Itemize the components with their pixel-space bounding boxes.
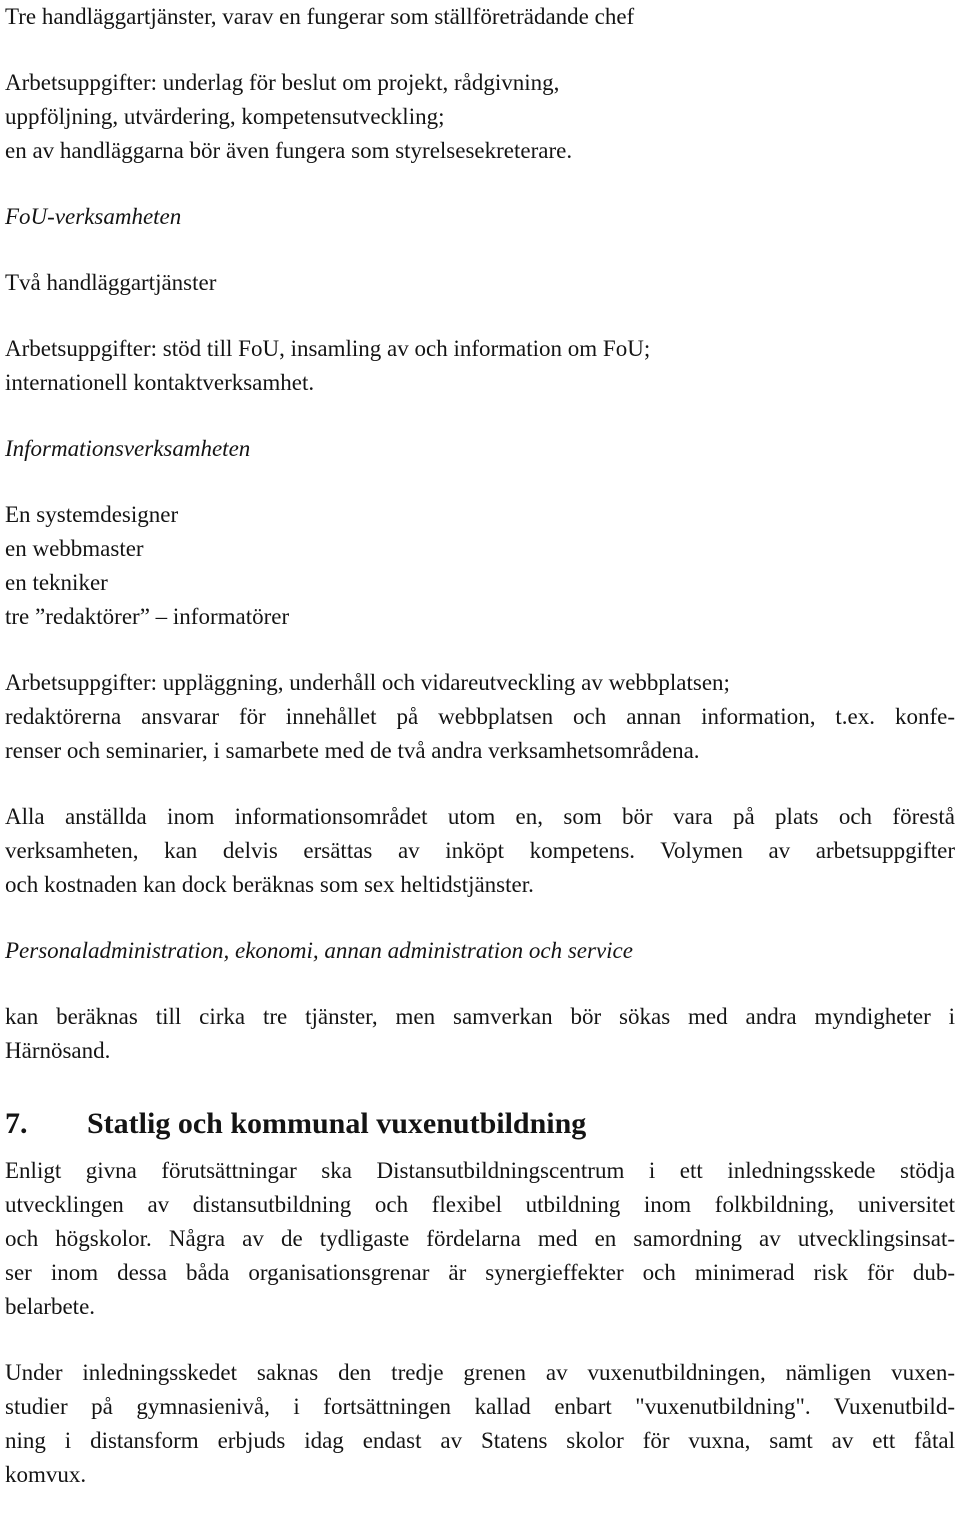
chapter-heading	[5, 1102, 955, 1146]
spacer	[5, 902, 955, 934]
spacer	[5, 768, 955, 800]
admin-section-title: Personaladministration, ekonomi, annan administration och service	[5, 938, 633, 963]
fou-line-1: Två handläggartjänster	[5, 270, 217, 295]
ch7-p1-line-1: Enligt givna förutsättningar ska Distansutbildningscentrum i ett inledningsskede stödja	[5, 1158, 955, 1183]
ch7-p2-line-2: studier på gymnasienivå, i fortsättningen kallad enbart "vuxenutbildning". Vuxenutbild-	[5, 1394, 955, 1419]
spacer	[5, 1324, 955, 1356]
info-p2-line-2: verksamheten, kan delvis ersättas av inköpt kompetens. Volymen av arbetsuppgifter	[5, 838, 955, 863]
spacer	[5, 34, 955, 66]
fou-line-2: Arbetsuppgifter: stöd till FoU, insamling av och information om FoU;	[5, 336, 651, 361]
spacer	[5, 634, 955, 666]
intro-line-4: en av handläggarna bör även fungera som styrelsesekreterare.	[5, 138, 573, 163]
info-p2-line-3: och kostnaden kan dock beräknas som sex heltidstjänster.	[5, 872, 534, 897]
chapter-title: Statlig och kommunal vuxenutbildning	[87, 1107, 587, 1140]
info-p1-line-1: Arbetsuppgifter: uppläggning, underhåll och vidareutveckling av webbplatsen;	[5, 670, 730, 695]
spacer	[5, 234, 955, 266]
fou-line-3: internationell kontaktverksamhet.	[5, 370, 315, 395]
info-p2-line-1: Alla anställda inom informationsområdet utom en, som bör vara på plats och förestå	[5, 804, 955, 829]
spacer	[5, 1068, 955, 1098]
info-role-2: en webbmaster	[5, 536, 144, 561]
fou-section-title: FoU-verksamheten	[5, 204, 182, 229]
spacer	[5, 400, 955, 432]
info-role-4: tre ”redaktörer” – informatörer	[5, 604, 290, 629]
document-page	[5, 0, 955, 1492]
ch7-p2-line-3: ning i distansform erbjuds idag endast av Statens skolor för vuxna, samt av ett fåtal	[5, 1428, 955, 1453]
ch7-p1-line-2: utvecklingen av distansutbildning och flexibel utbildning inom folkbildning, universitet	[5, 1192, 955, 1217]
spacer	[5, 968, 955, 1000]
intro-line-1: Tre handläggartjänster, varav en fungerar som ställföreträdande chef	[5, 4, 635, 29]
info-role-1: En systemdesigner	[5, 502, 179, 527]
chapter-number: 7.	[5, 1107, 28, 1140]
spacer	[5, 466, 955, 498]
spacer	[5, 300, 955, 332]
info-section-title: Informationsverksamheten	[5, 436, 251, 461]
info-p1-line-2: redaktörerna ansvarar för innehållet på webbplatsen och annan information, t.ex. konfe-	[5, 704, 955, 729]
admin-line-2: Härnösand.	[5, 1038, 111, 1063]
ch7-p1-line-3: och högskolor. Några av de tydligaste fördelarna med en samordning av utvecklingsinsat-	[5, 1226, 955, 1251]
info-p1-line-3: renser och seminarier, i samarbete med de två andra verksamhetsområdena.	[5, 738, 700, 763]
ch7-p1-line-5: belarbete.	[5, 1294, 96, 1319]
admin-line-1: kan beräknas till cirka tre tjänster, men samverkan bör sökas med andra myndigheter i	[5, 1004, 955, 1029]
intro-line-2: Arbetsuppgifter: underlag för beslut om projekt, rådgivning,	[5, 70, 560, 95]
ch7-p2-line-4: komvux.	[5, 1462, 87, 1487]
ch7-p2-line-1: Under inledningsskedet saknas den tredje grenen av vuxenutbildningen, nämligen vuxen-	[5, 1360, 955, 1385]
intro-line-3: uppföljning, utvärdering, kompetensutveckling;	[5, 104, 445, 129]
ch7-p1-line-4: ser inom dessa båda organisationsgrenar är synergieffekter och minimerad risk för dub-	[5, 1260, 955, 1285]
spacer	[5, 168, 955, 200]
info-role-3: en tekniker	[5, 570, 108, 595]
